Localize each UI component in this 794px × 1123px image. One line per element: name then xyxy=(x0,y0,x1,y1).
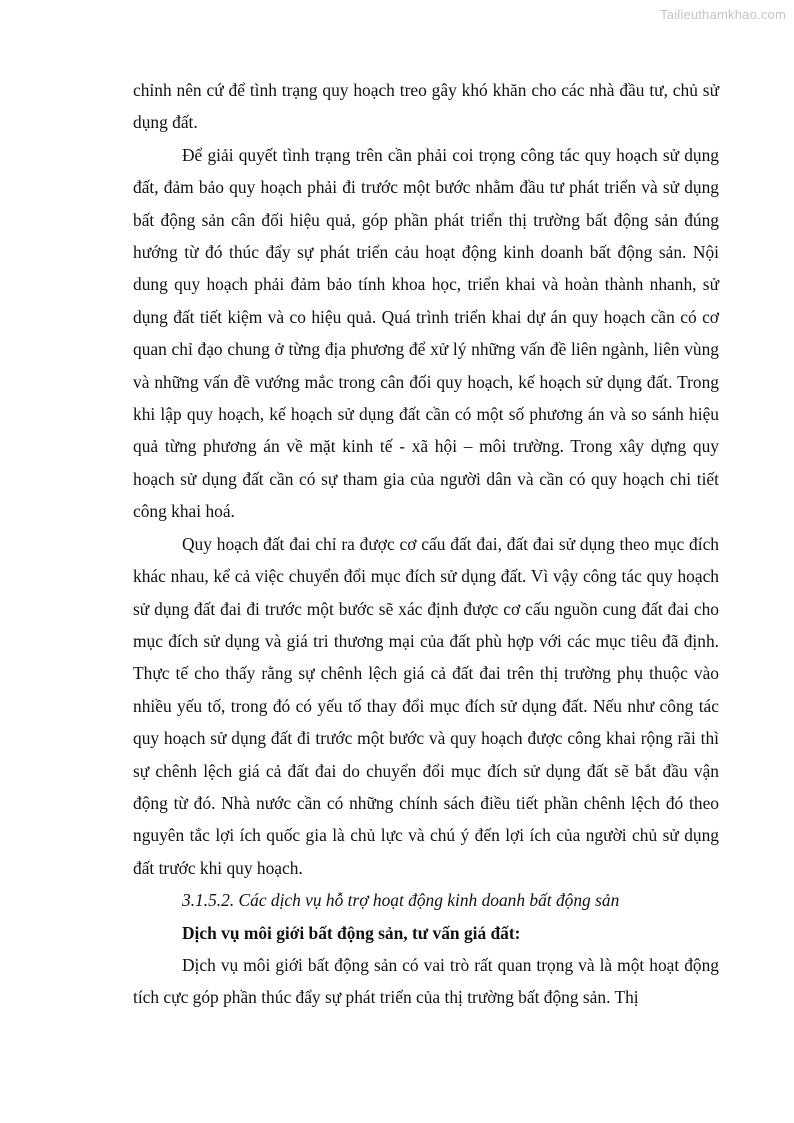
subsection-heading: Dịch vụ môi giới bất động sản, tư vấn giá đất: xyxy=(182,922,521,943)
paragraph-continuation: chỉnh nên cứ để tình trạng quy hoạch treo gây khó khăn cho các nhà đầu tư, chủ sử dụng đất. xyxy=(133,80,719,133)
page-body xyxy=(133,74,719,1014)
watermark: Tailieuthamkhao.com xyxy=(660,7,786,22)
paragraph-land-planning: Để giải quyết tình trạng trên cần phải coi trọng công tác quy hoạch sử dụng đất, đảm bảo quy hoạch phải đi trước một bước nhằm đầu tư phát triển và sử dụng bất động sản cân đối hiệu quả, góp phần phát triển thị trường bất động sản đúng hướng từ đó thúc đẩy sự phát triển cảu hoạt động kinh doanh bất động sản. Nội dung quy hoạch phải đảm bảo tính khoa học, triển khai và hoàn thành nhanh, sử dụng đất tiết kiệm và co hiệu quả. Quá trình triển khai dự án quy hoạch cần có cơ quan chỉ đạo chung ở từng địa phương để xử lý những vấn đề liên ngành, liên vùng và những vấn đề vướng mắc trong cân đối quy hoạch, kế hoạch sử dụng đất. Trong khi lập quy hoạch, kế hoạch sử dụng đất cần có một số phương án và so sánh hiệu quả từng phương án về mặt kinh tế - xã hội – môi trường. Trong xây dựng quy hoạch sử dụng đất cần có sự tham gia của người dân và cần có quy hoạch chi tiết công khai hoá. xyxy=(133,144,719,522)
paragraph-land-structure: Quy hoạch đất đai chỉ ra được cơ cấu đất đai, đất đai sử dụng theo mục đích khác nhau, kể cả việc chuyển đổi mục đích sử dụng đất. Vì vậy công tác quy hoạch sử dụng đất đai đi trước một bước sẽ xác định được cơ cấu nguồn cung đất đai cho mục đích sử dụng và giá tri thương mại của đất phù hợp với các mục tiêu đã định. Thực tế cho thấy rằng sự chênh lệch giá cả đất đai trên thị trường phụ thuộc vào nhiều yếu tố, trong đó có yếu tố thay đổi mục đích sử dụng đất. Nếu như công tác quy hoạch sử dụng đất đi trước một bước và quy hoạch được công khai rộng rãi thì sự chênh lệch giá cả đất đai do chuyển đổi mục đích sử dụng đất sẽ bắt đầu vận động từ đó. Nhà nước cần có những chính sách điều tiết phần chênh lệch đó theo nguyên tắc lợi ích quốc gia là chủ lực và chú ý đến lợi ích của người chủ sử dụng đất trước khi quy hoạch. xyxy=(133,533,719,878)
paragraph-brokerage: Dịch vụ môi giới bất động sản có vai trò rất quan trọng và là một hoạt động tích cực góp phần thúc đẩy sự phát triển của thị trường bất động sản. Thị xyxy=(133,954,719,1008)
section-heading: 3.1.5.2. Các dịch vụ hỗ trợ hoạt động kinh doanh bất động sản xyxy=(182,890,620,911)
